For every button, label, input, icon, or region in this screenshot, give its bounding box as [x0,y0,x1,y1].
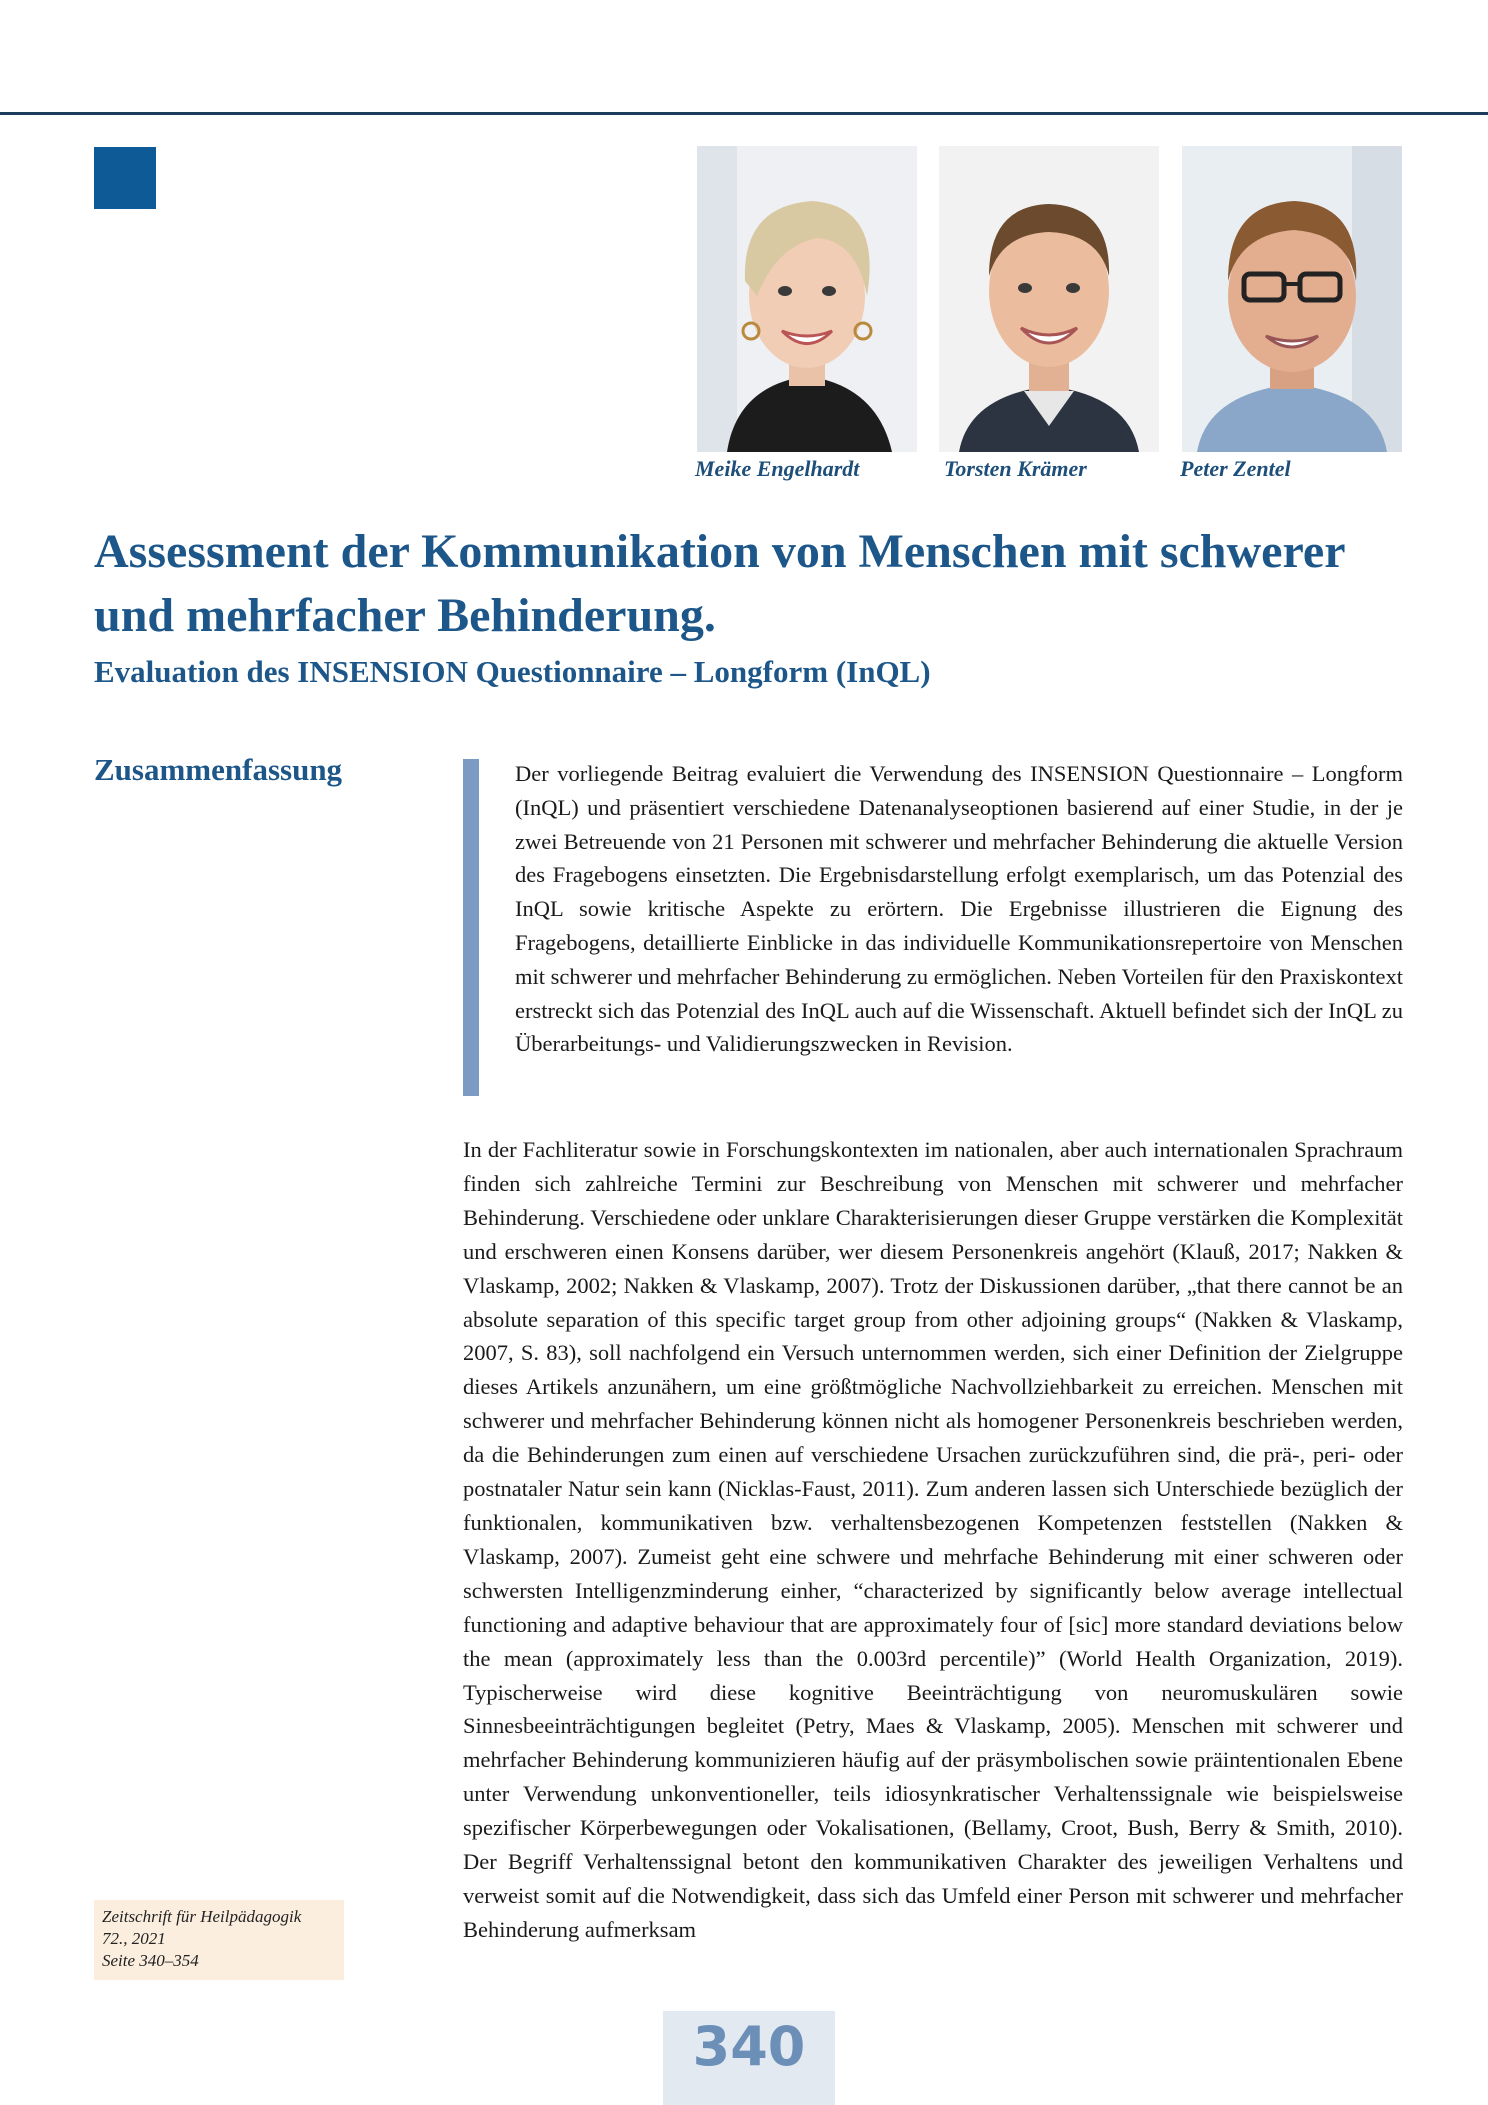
header-rule [0,112,1488,115]
journal-pages: Seite 340–354 [102,1951,199,1970]
abstract-heading: Zusammenfassung [94,752,343,787]
body-paragraph: In der Fachliteratur sowie in Forschungskontexten im nationalen, aber auch internationalen Sprachraum finden sich zahlreiche Termini zur Beschreibung von Menschen mit schwerer und mehrfacher Behinderung. Verschiedene oder unklare Charakterisierungen dieser Gruppe verstärken die Komplexität und erschweren einen Konsens darüber, wer diesem Personenkreis angehört (Klauß, 2017; Nakken & Vlaskamp, 2002; Nakken & Vlaskamp, 2007). Trotz der Diskussionen darüber, „that there cannot be an absolute separation of this specific target group from other adjoining groups“ (Nakken & Vlaskamp, 2007, S. 83), soll nachfolgend ein Versuch unternommen werden, sich einer Definition der Zielgruppe dieses Artikels anzunähern, um eine größtmögliche Nachvollziehbarkeit zu erreichen. Menschen mit schwerer und mehrfacher Behinderung können nicht als homogener Personenkreis beschrieben werden, da die Behinderungen zum einen auf verschiedene Ursachen zurückzuführen sind, die prä-, peri- oder postnataler Natur sein kann (Nicklas-Faust, 2011). Zum anderen lassen sich Unterschiede bezüglich der funktionalen, kommunikativen bzw. verhaltensbezogenen Kompetenzen feststellen (Nakken & Vlaskamp, 2007). Zumeist geht eine schwere und mehrfache Behinderung mit einer schweren oder schwersten Intelligenzminderung einher, “characterized by significantly below average intellectual functioning and adaptive behaviour that are approximately four of [sic] more standard deviations below the mean (approximately less than the 0.003rd percentile)” (World Health Organization, 2019). Typischerweise wird diese kognitive Beeinträchtigung von neuromuskulären sowie Sinnesbeeinträchtigungen begleitet (Petry, Maes & Vlaskamp, 2005). Menschen mit schwerer und mehrfacher Behinderung kommunizieren häufig auf der präsymbolischen sowie präintentionalen Ebene unter Verwendung unkonventioneller, teils idiosynkratischer Verhaltenssignale wie beispielsweise spezifischer Körperbewegungen oder Vokalisationen, (Bellamy, Croot, Bush, Berry & Smith, 2010). Der Begriff Verhaltenssignal betont den kommunikativen Charakter des jeweiligen Verhaltens und verweist somit auf die Notwendigkeit, dass sich das Umfeld einer Person mit schwerer und mehrfacher Behinderung aufmerksam [463,1137,1403,1942]
abstract-text: Der vorliegende Beitrag evaluiert die Verwendung des INSENSION Questionnaire – Longform (InQL) und präsentiert verschiedene Datenanalyseoptionen basierend auf einer Studie, in der je zwei Betreuende von 21 Personen mit schwerer und mehrfacher Behinderung die aktuelle Version des Fragebogens einsetzten. Die Ergebnisdarstellung erfolgt exemplarisch, um das Potenzial des InQL sowie kritische Aspekte zu erörtern. Die Ergebnisse illustrieren die Eignung des Fragebogens, detaillierte Einblicke in das individuelle Kommunikationsrepertoire von Menschen mit schwerer und mehrfacher Behinderung zu ermöglichen. Neben Vorteilen für den Praxiskontext erstreckt sich das Potenzial des InQL auch auf die Wissenschaft. Aktuell befindet sich der InQL zu Überarbeitungs- und Validierungszwecken in Revision. [515,761,1403,1057]
author-photo-kraemer [939,146,1159,452]
article-subtitle: Evaluation des INSENSION Questionnaire – Longform (InQL) [94,654,931,689]
author-photo-engelhardt [697,146,917,452]
section-marker-square [94,147,156,209]
author-photo-zentel [1182,146,1402,452]
portrait-man-icon [939,146,1159,452]
article-title: Assessment der Kommunikation von Menschen mit schwerer und mehrfacher Behinderung. [94,525,1345,642]
author-name-2: Torsten Krämer [944,456,1087,481]
author-name-1: Meike Engelhardt [695,456,860,481]
journal-name: Zeitschrift für Heilpädagogik [102,1907,302,1926]
author-name-3: Peter Zentel [1180,456,1291,481]
portrait-man-glasses-icon [1182,146,1402,452]
journal-info-box [94,1900,344,1980]
abstract-accent-bar [463,759,479,1096]
journal-volume: 72., 2021 [102,1929,166,1948]
portrait-woman-icon [697,146,917,452]
page-number: 340 [692,2015,806,2078]
